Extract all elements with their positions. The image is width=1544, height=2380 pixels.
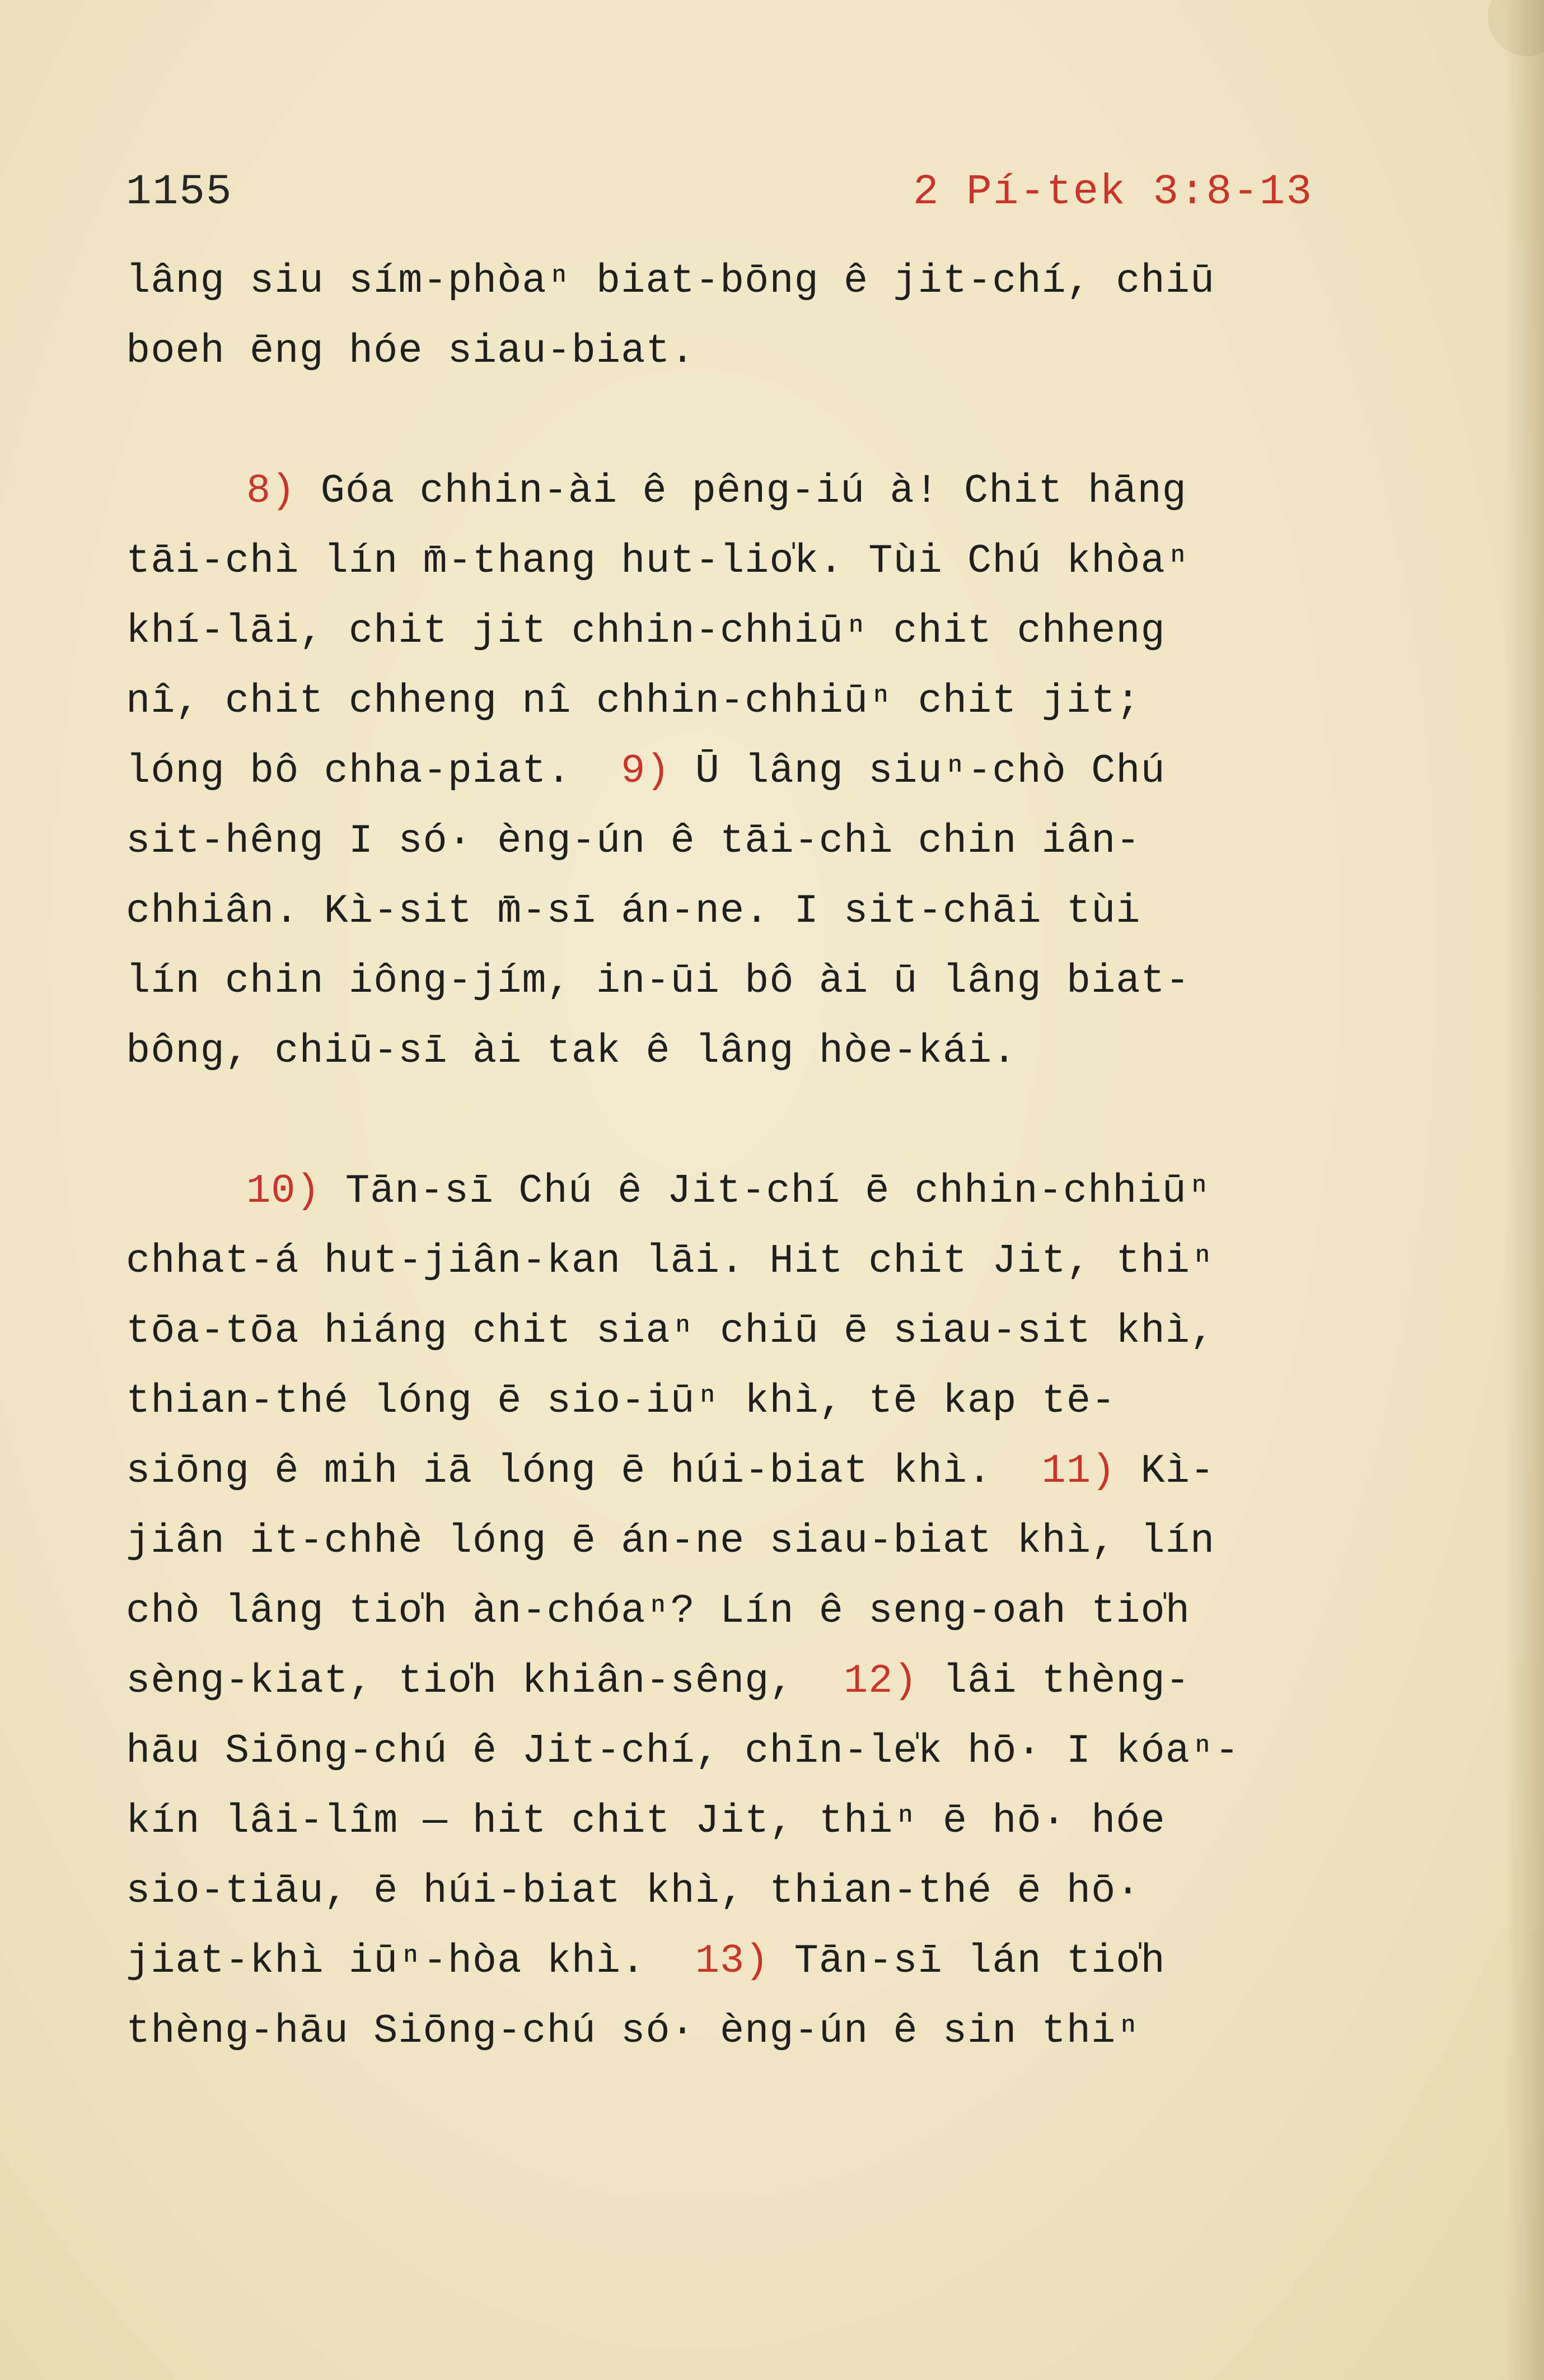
text-line [126, 1156, 1374, 1226]
text-segment: bông, chiū-sī ài tak ê lâng hòe-kái. [126, 1028, 1017, 1074]
text-line [126, 946, 1374, 1016]
text-segment: sèng-kiat, tio̍h khiân-sêng, [126, 1658, 844, 1704]
text-segment: Tān-sī Chú ê Jit-chí ē chhin-chhiūⁿ [320, 1168, 1212, 1214]
text-line [126, 1716, 1374, 1786]
text-line [126, 1506, 1374, 1576]
text-segment: lóng bô chha-piat. [126, 748, 621, 794]
text-line [126, 1366, 1374, 1436]
text-segment: Ū lâng siuⁿ-chò Chú [670, 748, 1166, 794]
verse-number: 8) [246, 468, 296, 514]
text-line [126, 666, 1374, 736]
text-line [126, 1926, 1374, 1996]
text-line [126, 1436, 1374, 1506]
text-line [126, 316, 1374, 386]
text-segment: lín chin iông-jím, in-ūi bô ài ū lâng biat- [126, 958, 1190, 1004]
text-segment: lâi thèng- [918, 1658, 1190, 1704]
text-segment: Tān-sī lán tio̍h [769, 1938, 1166, 1984]
verse-number: 10) [246, 1168, 321, 1214]
verse-number: 9) [621, 748, 671, 794]
text-line [126, 1856, 1374, 1926]
body-text [126, 246, 1374, 2066]
text-segment: chhat-á hut-jiân-kan lāi. Hit chit Jit, thiⁿ [126, 1238, 1215, 1284]
paragraph-gap [126, 386, 1374, 456]
text-line [126, 736, 1374, 806]
verse-number: 12) [844, 1658, 918, 1704]
page-header [126, 162, 1313, 235]
text-segment: jiân it-chhè lóng ē án-ne siau-biat khì, lín [126, 1518, 1215, 1564]
text-line [126, 456, 1374, 526]
text-segment: Kì- [1116, 1448, 1215, 1494]
paragraph [126, 1156, 1374, 2066]
verse-number: 11) [1041, 1448, 1116, 1494]
page-number: 1155 [126, 168, 233, 216]
text-segment: khí-lāi, chit jit chhin-chhiūⁿ chit chheng [126, 608, 1166, 654]
text-segment: kín lâi-lîm — hit chit Jit, thiⁿ ē hō· hóe [126, 1798, 1166, 1844]
paragraph-gap [126, 1086, 1374, 1156]
running-head: 2 Pí-tek 3:8-13 [913, 168, 1313, 216]
text-segment: nî, chit chheng nî chhin-chhiūⁿ chit jit; [126, 678, 1141, 724]
text-line [126, 1226, 1374, 1296]
text-segment: siōng ê mih iā lóng ē húi-biat khì. [126, 1448, 1042, 1494]
text-segment: Góa chhin-ài ê pêng-iú à! Chit hāng [296, 468, 1187, 514]
text-line [126, 1016, 1374, 1086]
text-line [126, 876, 1374, 946]
verse-number: 13) [695, 1938, 770, 1984]
text-segment: chhiân. Kì-sit m̄-sī án-ne. I sit-chāi tùi [126, 888, 1141, 934]
text-line [126, 1646, 1374, 1716]
text-segment: tāi-chì lín m̄-thang hut-lio̍k. Tùi Chú khòaⁿ [126, 538, 1190, 584]
text-line [126, 1786, 1374, 1856]
text-segment: lâng siu sím-phòaⁿ biat-bōng ê jit-chí, chiū [126, 258, 1215, 304]
text-segment: thèng-hāu Siōng-chú só· èng-ún ê sin thiⁿ [126, 2008, 1141, 2054]
paragraph [126, 456, 1374, 1086]
text-segment: hāu Siōng-chú ê Jit-chí, chīn-le̍k hō· I kóaⁿ- [126, 1728, 1240, 1774]
text-segment: boeh ēng hóe siau-biat. [126, 328, 695, 374]
text-line [126, 246, 1374, 316]
text-segment: tōa-tōa hiáng chit siaⁿ chiū ē siau-sit khì, [126, 1308, 1215, 1354]
text-line [126, 1576, 1374, 1646]
text-segment: chò lâng tio̍h àn-chóaⁿ? Lín ê seng-oah tio̍h [126, 1588, 1190, 1634]
text-line [126, 806, 1374, 876]
page-edge-shadow [1505, 0, 1544, 2380]
text-segment: sio-tiāu, ē húi-biat khì, thian-thé ē hō· [126, 1868, 1141, 1914]
text-line [126, 596, 1374, 666]
paragraph [126, 246, 1374, 386]
text-segment: thian-thé lóng ē sio-iūⁿ khì, tē kap tē- [126, 1378, 1116, 1424]
text-line [126, 526, 1374, 596]
text-line [126, 1996, 1374, 2066]
text-line [126, 1296, 1374, 1366]
text-segment: sit-hêng I só· èng-ún ê tāi-chì chin iân- [126, 818, 1141, 864]
text-segment: jiat-khì iūⁿ-hòa khì. [126, 1938, 695, 1984]
